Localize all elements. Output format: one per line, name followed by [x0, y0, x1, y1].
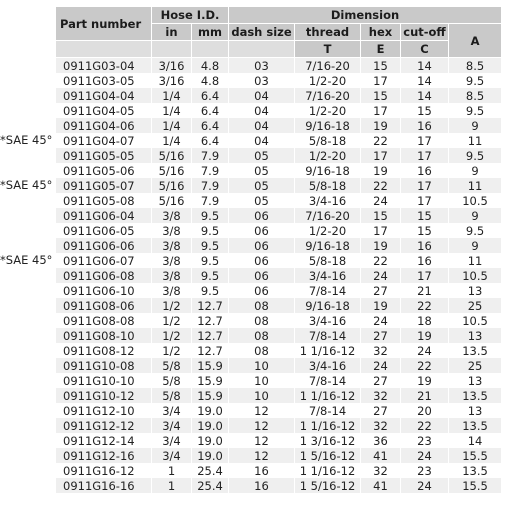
cell-in: 1/4: [152, 133, 192, 148]
cell-in: 3/4: [152, 403, 192, 418]
cell-hex: 24: [361, 193, 401, 208]
table-row: [56, 238, 502, 253]
cell-a: 9: [449, 208, 502, 223]
cell-part-number: 0911G04-04: [56, 88, 152, 103]
cell-cutoff: 19: [401, 373, 449, 388]
cell-mm: 6.4: [192, 88, 229, 103]
cell-thread: 7/16-20: [295, 208, 361, 223]
cell-part-number: 0911G04-05: [56, 103, 152, 118]
cell-in: 3/16: [152, 73, 192, 88]
cell-part-number: 0911G05-07: [56, 178, 152, 193]
cell-dash-size: 03: [229, 73, 295, 88]
cell-a: 8.5: [449, 88, 502, 103]
cell-thread: 1 1/16-12: [295, 463, 361, 478]
cell-mm: 19.0: [192, 433, 229, 448]
cell-hex: 27: [361, 328, 401, 343]
cell-thread: 9/16-18: [295, 298, 361, 313]
cell-part-number: 0911G05-06: [56, 163, 152, 178]
table-row: [56, 463, 502, 478]
cell-in: 3/8: [152, 268, 192, 283]
header-hex: hex: [361, 24, 401, 41]
cell-thread: 1 3/16-12: [295, 433, 361, 448]
cell-hex: 22: [361, 178, 401, 193]
cell-mm: 9.5: [192, 283, 229, 298]
cell-part-number: 0911G06-05: [56, 223, 152, 238]
cell-a: 13.5: [449, 418, 502, 433]
cell-a: 9.5: [449, 73, 502, 88]
cell-mm: 12.7: [192, 313, 229, 328]
cell-thread: 1/2-20: [295, 73, 361, 88]
cell-hex: 32: [361, 388, 401, 403]
cell-cutoff: 16: [401, 118, 449, 133]
cell-thread: 1 5/16-12: [295, 448, 361, 463]
fitting-spec-table: [56, 7, 502, 493]
cell-thread: 5/8-18: [295, 178, 361, 193]
cell-a: 9: [449, 163, 502, 178]
cell-cutoff: 24: [401, 343, 449, 358]
cell-mm: 6.4: [192, 103, 229, 118]
cell-hex: 27: [361, 283, 401, 298]
cell-cutoff: 14: [401, 73, 449, 88]
cell-cutoff: 19: [401, 328, 449, 343]
cell-thread: 7/8-14: [295, 328, 361, 343]
cell-thread: 5/8-18: [295, 133, 361, 148]
cell-part-number: 0911G08-10: [56, 328, 152, 343]
table-header: [56, 7, 502, 58]
table-row: [56, 418, 502, 433]
cell-hex: 15: [361, 208, 401, 223]
cell-dash-size: 12: [229, 418, 295, 433]
cell-in: 1/4: [152, 118, 192, 133]
cell-cutoff: 22: [401, 358, 449, 373]
cell-dash-size: 16: [229, 478, 295, 493]
table-row: [56, 133, 502, 148]
cell-dash-size: 10: [229, 388, 295, 403]
cell-thread: 7/16-20: [295, 58, 361, 73]
cell-dash-size: 04: [229, 103, 295, 118]
cell-cutoff: 20: [401, 403, 449, 418]
cell-cutoff: 17: [401, 268, 449, 283]
cell-cutoff: 14: [401, 88, 449, 103]
cell-dash-size: 03: [229, 58, 295, 73]
cell-dash-size: 12: [229, 433, 295, 448]
cell-mm: 4.8: [192, 58, 229, 73]
header-blank-dash: [229, 41, 295, 58]
cell-a: 13.5: [449, 463, 502, 478]
cell-a: 9.5: [449, 148, 502, 163]
cell-hex: 17: [361, 223, 401, 238]
cell-hex: 17: [361, 103, 401, 118]
cell-mm: 7.9: [192, 178, 229, 193]
cell-in: 5/16: [152, 163, 192, 178]
cell-a: 8.5: [449, 58, 502, 73]
header-mm: mm: [192, 24, 229, 41]
cell-mm: 7.9: [192, 148, 229, 163]
cell-in: 1/2: [152, 328, 192, 343]
cell-part-number: 0911G06-10: [56, 283, 152, 298]
cell-part-number: 0911G08-06: [56, 298, 152, 313]
cell-cutoff: 21: [401, 283, 449, 298]
cell-thread: 1 1/16-12: [295, 343, 361, 358]
cell-hex: 24: [361, 313, 401, 328]
cell-thread: 3/4-16: [295, 358, 361, 373]
table-row: [56, 178, 502, 193]
cell-mm: 12.7: [192, 298, 229, 313]
cell-dash-size: 04: [229, 118, 295, 133]
cell-mm: 19.0: [192, 448, 229, 463]
table-row: [56, 343, 502, 358]
cell-part-number: 0911G04-07: [56, 133, 152, 148]
cell-part-number: 0911G06-07: [56, 253, 152, 268]
cell-mm: 19.0: [192, 418, 229, 433]
cell-mm: 12.7: [192, 328, 229, 343]
cell-in: 1/2: [152, 343, 192, 358]
cell-hex: 27: [361, 403, 401, 418]
table-row: [56, 118, 502, 133]
cell-part-number: 0911G06-08: [56, 268, 152, 283]
cell-dash-size: 06: [229, 283, 295, 298]
cell-a: 13: [449, 328, 502, 343]
cell-a: 25: [449, 298, 502, 313]
cell-in: 1: [152, 463, 192, 478]
cell-dash-size: 08: [229, 343, 295, 358]
cell-dash-size: 05: [229, 148, 295, 163]
cell-part-number: 0911G10-12: [56, 388, 152, 403]
cell-hex: 15: [361, 88, 401, 103]
cell-dash-size: 10: [229, 358, 295, 373]
cell-in: 5/16: [152, 178, 192, 193]
cell-thread: 1 5/16-12: [295, 478, 361, 493]
cell-cutoff: 24: [401, 448, 449, 463]
cell-part-number: 0911G04-06: [56, 118, 152, 133]
cell-dash-size: 04: [229, 88, 295, 103]
cell-mm: 19.0: [192, 403, 229, 418]
cell-cutoff: 22: [401, 418, 449, 433]
cell-thread: 3/4-16: [295, 313, 361, 328]
cell-a: 9.5: [449, 223, 502, 238]
cell-mm: 15.9: [192, 358, 229, 373]
cell-hex: 19: [361, 163, 401, 178]
cell-dash-size: 08: [229, 328, 295, 343]
cell-dash-size: 10: [229, 373, 295, 388]
cell-mm: 9.5: [192, 223, 229, 238]
table-row: [56, 358, 502, 373]
header-part-number: Part number: [56, 7, 152, 41]
table-row: [56, 388, 502, 403]
cell-a: 15.5: [449, 478, 502, 493]
cell-dash-size: 06: [229, 208, 295, 223]
cell-in: 1: [152, 478, 192, 493]
cell-cutoff: 21: [401, 388, 449, 403]
cell-hex: 41: [361, 478, 401, 493]
cell-thread: 1 1/16-12: [295, 418, 361, 433]
cell-a: 10.5: [449, 268, 502, 283]
header-blank-in: [152, 41, 192, 58]
sae-note: *SAE 45°: [0, 253, 53, 267]
cell-part-number: 0911G16-16: [56, 478, 152, 493]
cell-a: 13.5: [449, 343, 502, 358]
table-row: [56, 223, 502, 238]
cell-part-number: 0911G10-10: [56, 373, 152, 388]
cell-hex: 15: [361, 58, 401, 73]
table-row: [56, 328, 502, 343]
table-row: [56, 208, 502, 223]
cell-mm: 25.4: [192, 478, 229, 493]
cell-mm: 25.4: [192, 463, 229, 478]
cell-in: 3/8: [152, 238, 192, 253]
cell-cutoff: 15: [401, 208, 449, 223]
cell-a: 15.5: [449, 448, 502, 463]
cell-thread: 1 1/16-12: [295, 388, 361, 403]
cell-mm: 6.4: [192, 118, 229, 133]
cell-a: 11: [449, 178, 502, 193]
cell-dash-size: 08: [229, 298, 295, 313]
cell-part-number: 0911G12-14: [56, 433, 152, 448]
cell-cutoff: 22: [401, 298, 449, 313]
cell-cutoff: 24: [401, 478, 449, 493]
cell-in: 3/4: [152, 433, 192, 448]
cell-thread: 3/4-16: [295, 268, 361, 283]
cell-hex: 32: [361, 418, 401, 433]
table-row: [56, 298, 502, 313]
cell-cutoff: 17: [401, 178, 449, 193]
cell-thread: 7/8-14: [295, 283, 361, 298]
cell-dash-size: 06: [229, 253, 295, 268]
cell-a: 13: [449, 283, 502, 298]
table-body: [56, 58, 502, 493]
cell-thread: 7/8-14: [295, 403, 361, 418]
cell-hex: 22: [361, 253, 401, 268]
cell-hex: 19: [361, 118, 401, 133]
cell-dash-size: 12: [229, 403, 295, 418]
cell-part-number: 0911G05-08: [56, 193, 152, 208]
cell-in: 3/8: [152, 208, 192, 223]
header-in: in: [152, 24, 192, 41]
header-e: E: [361, 41, 401, 58]
cell-hex: 19: [361, 298, 401, 313]
table-row: [56, 403, 502, 418]
cell-mm: 15.9: [192, 388, 229, 403]
cell-cutoff: 17: [401, 148, 449, 163]
cell-a: 10.5: [449, 313, 502, 328]
cell-in: 1/4: [152, 88, 192, 103]
cell-cutoff: 14: [401, 58, 449, 73]
header-dash-size: dash size: [229, 24, 295, 41]
cell-thread: 1/2-20: [295, 148, 361, 163]
cell-part-number: 0911G08-08: [56, 313, 152, 328]
cell-dash-size: 05: [229, 163, 295, 178]
sae-note: *SAE 45°: [0, 133, 53, 147]
cell-dash-size: 06: [229, 268, 295, 283]
header-c: C: [401, 41, 449, 58]
cell-cutoff: 15: [401, 103, 449, 118]
header-dimension: Dimension: [229, 7, 502, 24]
cell-a: 13: [449, 373, 502, 388]
cell-mm: 6.4: [192, 133, 229, 148]
cell-thread: 7/16-20: [295, 88, 361, 103]
cell-part-number: 0911G12-10: [56, 403, 152, 418]
cell-a: 14: [449, 433, 502, 448]
cell-thread: 1/2-20: [295, 223, 361, 238]
table-row: [56, 268, 502, 283]
cell-cutoff: 15: [401, 223, 449, 238]
header-hose-id: Hose I.D.: [152, 7, 229, 24]
sae-note: *SAE 45°: [0, 178, 53, 192]
table-row: [56, 478, 502, 493]
cell-mm: 9.5: [192, 208, 229, 223]
cell-dash-size: 16: [229, 463, 295, 478]
table-row: [56, 88, 502, 103]
header-t: T: [295, 41, 361, 58]
cell-in: 3/8: [152, 283, 192, 298]
cell-hex: 17: [361, 73, 401, 88]
cell-mm: 7.9: [192, 193, 229, 208]
cell-part-number: 0911G12-16: [56, 448, 152, 463]
header-blank-part: [56, 41, 152, 58]
cell-thread: 1/2-20: [295, 103, 361, 118]
cell-dash-size: 06: [229, 238, 295, 253]
cell-thread: 9/16-18: [295, 118, 361, 133]
table-row: [56, 58, 502, 73]
cell-mm: 15.9: [192, 373, 229, 388]
cell-cutoff: 16: [401, 238, 449, 253]
cell-in: 5/16: [152, 148, 192, 163]
cell-cutoff: 18: [401, 313, 449, 328]
cell-in: 3/4: [152, 448, 192, 463]
cell-part-number: 0911G03-05: [56, 73, 152, 88]
cell-a: 9.5: [449, 103, 502, 118]
table-row: [56, 283, 502, 298]
cell-part-number: 0911G08-12: [56, 343, 152, 358]
cell-mm: 9.5: [192, 253, 229, 268]
cell-thread: 7/8-14: [295, 373, 361, 388]
cell-thread: 9/16-18: [295, 163, 361, 178]
cell-a: 13: [449, 403, 502, 418]
cell-a: 25: [449, 358, 502, 373]
cell-hex: 27: [361, 373, 401, 388]
cell-mm: 12.7: [192, 343, 229, 358]
table-row: [56, 193, 502, 208]
cell-mm: 9.5: [192, 268, 229, 283]
table-row: [56, 433, 502, 448]
cell-in: 3/16: [152, 58, 192, 73]
cell-in: 1/4: [152, 103, 192, 118]
cell-mm: 4.8: [192, 73, 229, 88]
cell-cutoff: 16: [401, 163, 449, 178]
cell-thread: 3/4-16: [295, 193, 361, 208]
cell-hex: 17: [361, 148, 401, 163]
cell-mm: 7.9: [192, 163, 229, 178]
cell-cutoff: 23: [401, 433, 449, 448]
cell-hex: 22: [361, 133, 401, 148]
table-row: [56, 313, 502, 328]
cell-in: 5/8: [152, 358, 192, 373]
cell-part-number: 0911G16-12: [56, 463, 152, 478]
cell-thread: 9/16-18: [295, 238, 361, 253]
cell-cutoff: 17: [401, 193, 449, 208]
table-row: [56, 373, 502, 388]
cell-hex: 36: [361, 433, 401, 448]
cell-a: 9: [449, 238, 502, 253]
cell-hex: 24: [361, 268, 401, 283]
cell-hex: 19: [361, 238, 401, 253]
header-blank-mm: [192, 41, 229, 58]
cell-dash-size: 04: [229, 133, 295, 148]
cell-dash-size: 12: [229, 448, 295, 463]
cell-in: 3/8: [152, 223, 192, 238]
table-row: [56, 253, 502, 268]
cell-a: 9: [449, 118, 502, 133]
cell-in: 5/8: [152, 388, 192, 403]
cell-a: 11: [449, 253, 502, 268]
cell-in: 3/4: [152, 418, 192, 433]
cell-part-number: 0911G06-06: [56, 238, 152, 253]
cell-dash-size: 08: [229, 313, 295, 328]
table-row: [56, 448, 502, 463]
header-cutoff: cut-off: [401, 24, 449, 41]
table-row: [56, 163, 502, 178]
cell-thread: 5/8-18: [295, 253, 361, 268]
cell-a: 13.5: [449, 388, 502, 403]
cell-in: 5/8: [152, 373, 192, 388]
cell-a: 10.5: [449, 193, 502, 208]
cell-hex: 41: [361, 448, 401, 463]
cell-in: 5/16: [152, 193, 192, 208]
table-row: [56, 103, 502, 118]
cell-cutoff: 17: [401, 133, 449, 148]
cell-in: 1/2: [152, 313, 192, 328]
cell-part-number: 0911G05-05: [56, 148, 152, 163]
cell-mm: 9.5: [192, 238, 229, 253]
cell-a: 11: [449, 133, 502, 148]
table-row: [56, 148, 502, 163]
cell-dash-size: 05: [229, 193, 295, 208]
cell-dash-size: 06: [229, 223, 295, 238]
cell-cutoff: 23: [401, 463, 449, 478]
cell-in: 1/2: [152, 298, 192, 313]
cell-cutoff: 16: [401, 253, 449, 268]
cell-part-number: 0911G03-04: [56, 58, 152, 73]
table-row: [56, 73, 502, 88]
cell-part-number: 0911G12-12: [56, 418, 152, 433]
header-thread: thread: [295, 24, 361, 41]
cell-part-number: 0911G06-04: [56, 208, 152, 223]
cell-in: 3/8: [152, 253, 192, 268]
cell-hex: 32: [361, 463, 401, 478]
cell-part-number: 0911G10-08: [56, 358, 152, 373]
cell-hex: 32: [361, 343, 401, 358]
cell-dash-size: 05: [229, 178, 295, 193]
header-a: A: [449, 24, 502, 58]
cell-hex: 24: [361, 358, 401, 373]
